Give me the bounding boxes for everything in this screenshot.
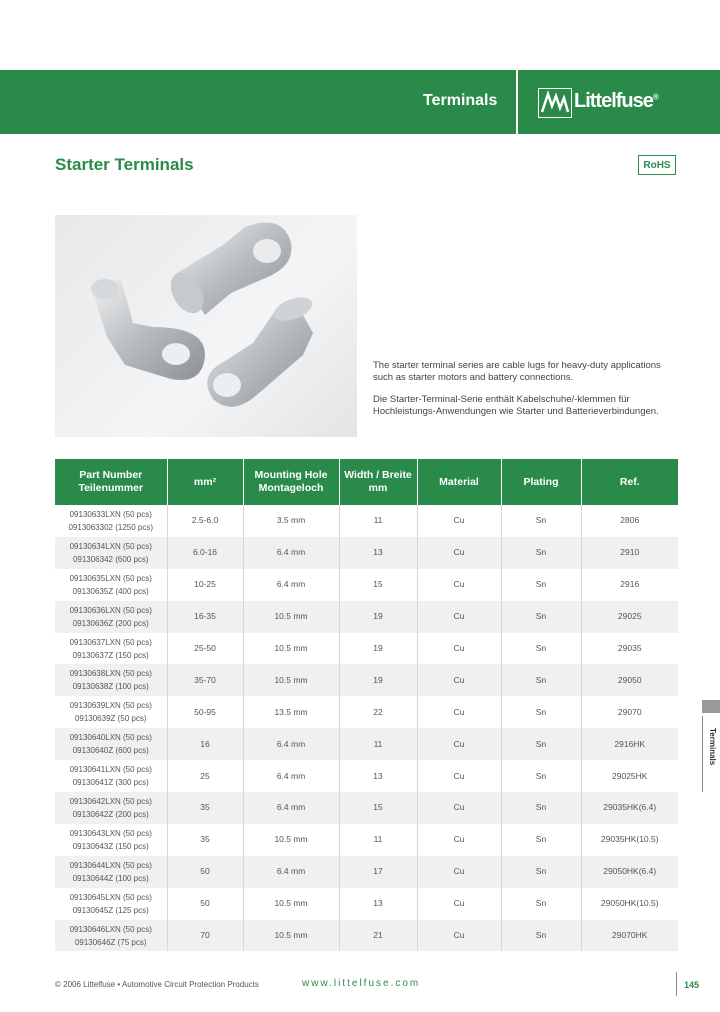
cell-width: 17 — [339, 856, 417, 888]
cell-mounting-hole: 6.4 mm — [243, 728, 339, 760]
product-photo — [55, 215, 357, 437]
cell-ref: 2916 — [620, 579, 640, 590]
cell-cross-section: 10-25 — [167, 569, 243, 601]
cell-material: Cu — [417, 760, 501, 792]
cell-plating: Sn — [501, 792, 581, 824]
table-row — [55, 505, 678, 537]
cell-plating: Sn — [501, 888, 581, 920]
cell-cross-section: 35-70 — [167, 664, 243, 696]
cell-ref: 29035 — [617, 643, 642, 653]
cell-material: Cu — [417, 569, 501, 601]
cell-ref: 2806 — [620, 515, 640, 526]
cell-cross-section: 50 — [167, 888, 243, 920]
table-row — [55, 569, 678, 601]
cell-width: 22 — [339, 696, 417, 728]
footer-url[interactable]: www.littelfuse.com — [302, 978, 421, 989]
col-material: Material — [417, 459, 501, 505]
cell-part-number: 09130642LXN (50 pcs) 09130642Z (200 pcs) — [55, 792, 167, 824]
cell-cross-section: 25-50 — [167, 633, 243, 665]
cell-mounting-hole: 6.4 mm — [243, 569, 339, 601]
cell-material: Cu — [417, 824, 501, 856]
cell-plating: Sn — [501, 728, 581, 760]
cell-material: Cu — [417, 664, 501, 696]
cell-mounting-hole: 10.5 mm — [243, 664, 339, 696]
cell-part-number: 09130637LXN (50 pcs) 09130637Z (150 pcs) — [55, 633, 167, 665]
col-mounting-hole: Mounting Hole Montageloch — [243, 459, 339, 505]
cell-width: 11 — [339, 505, 417, 537]
cell-ref: 29025 — [581, 601, 678, 633]
table-row — [55, 696, 678, 728]
table-row — [55, 920, 678, 952]
cell-ref: 2910 — [581, 537, 678, 569]
cell-width: 21 — [339, 920, 417, 952]
cell-plating: Sn — [501, 537, 581, 569]
cell-width: 11 — [339, 824, 417, 856]
cell-width: 19 — [339, 633, 417, 665]
cell-mounting-hole: 3.5 mm — [243, 505, 339, 537]
cell-material: Cu — [417, 888, 501, 920]
cell-material: Cu — [417, 696, 501, 728]
cell-cross-section: 2.5-6.0 — [167, 505, 243, 537]
col-ref: Ref. — [581, 459, 678, 505]
cell-cross-section: 35 — [167, 824, 243, 856]
cell-material: Cu — [417, 728, 501, 760]
footer-copyright: © 2006 Littelfuse • Automotive Circuit Protection Products — [55, 980, 259, 989]
cell-material: Cu — [417, 633, 501, 665]
cell-ref: 2916HK — [581, 728, 678, 760]
cell-material: Cu — [417, 505, 501, 537]
cell-plating: Sn — [501, 920, 581, 952]
footer-divider — [676, 972, 677, 996]
cell-plating: Sn — [501, 601, 581, 633]
cell-part-number: 09130646LXN (50 pcs) 09130646Z (75 pcs) — [55, 920, 167, 952]
table-row — [55, 760, 678, 792]
cell-width: 13 — [339, 537, 417, 569]
cell-cross-section: 35 — [167, 792, 243, 824]
rohs-badge: RoHS — [638, 155, 676, 175]
cell-part-number: 09130643LXN (50 pcs) 09130643Z (150 pcs) — [55, 824, 167, 856]
table-row — [55, 537, 678, 569]
description-en: The starter terminal series are cable lugs for heavy-duty applications such as starter motors and battery connections. — [373, 360, 661, 383]
cell-width: 13 — [339, 888, 417, 920]
description-de: Die Starter-Terminal-Serie enthält Kabelschuhe/-klemmen für Hochleistungs-Anwendungen wie Starter und Batterieverbindungen. — [373, 394, 659, 417]
cell-ref: 29070HK — [581, 920, 678, 952]
cell-plating: Sn — [501, 696, 581, 728]
page-title: Starter Terminals — [55, 155, 194, 174]
description — [373, 360, 683, 428]
cell-part-number: 09130640LXN (50 pcs) 09130640Z (600 pcs) — [55, 728, 167, 760]
table-row — [55, 888, 678, 920]
cell-mounting-hole: 10.5 mm — [243, 824, 339, 856]
table-row — [55, 601, 678, 633]
cell-ref: 29050HK(10.5) — [600, 898, 659, 909]
table-header-row — [55, 459, 678, 505]
cell-width: 19 — [339, 601, 417, 633]
spec-table — [55, 459, 678, 951]
littelfuse-logo-icon — [538, 88, 572, 118]
cell-part-number: 09130634LXN (50 pcs) 091306342 (600 pcs) — [55, 537, 167, 569]
cell-plating: Sn — [501, 760, 581, 792]
table-row — [55, 856, 678, 888]
cell-plating: Sn — [501, 633, 581, 665]
cell-cross-section: 50-95 — [167, 696, 243, 728]
cell-part-number: 09130636LXN (50 pcs) 09130636Z (200 pcs) — [55, 601, 167, 633]
cell-material: Cu — [417, 856, 501, 888]
cell-ref: 29070 — [617, 706, 642, 717]
section-title: Terminals — [423, 92, 498, 109]
cell-cross-section: 16-35 — [167, 601, 243, 633]
side-tab: Terminals — [702, 716, 720, 792]
cell-plating: Sn — [501, 569, 581, 601]
cell-part-number: 09130633LXN (50 pcs) 0913063302 (1250 pcs) — [55, 505, 167, 537]
cell-mounting-hole: 6.4 mm — [243, 760, 339, 792]
cell-width: 19 — [339, 664, 417, 696]
cell-width: 13 — [339, 760, 417, 792]
cell-mounting-hole: 10.5 mm — [243, 601, 339, 633]
cell-ref: 29025HK — [612, 770, 648, 781]
cell-material: Cu — [417, 601, 501, 633]
cell-cross-section: 50 — [167, 856, 243, 888]
col-cross-section: mm² — [167, 459, 243, 505]
cell-cross-section: 25 — [167, 760, 243, 792]
table-row — [55, 633, 678, 665]
cell-material: Cu — [417, 920, 501, 952]
page-number: 145 — [684, 980, 700, 990]
col-plating: Plating — [501, 459, 581, 505]
cell-mounting-hole: 6.4 mm — [243, 856, 339, 888]
table-row — [55, 728, 678, 760]
cell-part-number: 09130641LXN (50 pcs) 09130641Z (300 pcs) — [55, 760, 167, 792]
cell-material: Cu — [417, 537, 501, 569]
cell-mounting-hole: 10.5 mm — [243, 888, 339, 920]
cell-plating: Sn — [501, 824, 581, 856]
cell-cross-section: 16 — [167, 728, 243, 760]
cell-mounting-hole: 6.4 mm — [243, 792, 339, 824]
brand-name: Littelfuse® — [574, 90, 658, 112]
cell-mounting-hole: 13.5 mm — [243, 696, 339, 728]
cell-cross-section: 6.0-16 — [167, 537, 243, 569]
cell-mounting-hole: 10.5 mm — [243, 633, 339, 665]
cell-mounting-hole: 10.5 mm — [243, 920, 339, 952]
cell-part-number: 09130635LXN (50 pcs) 09130635Z (400 pcs) — [55, 569, 167, 601]
col-part-number: Part Number Teilenummer — [55, 459, 167, 505]
cell-part-number: 09130644LXN (50 pcs) 09130644Z (100 pcs) — [55, 856, 167, 888]
cell-width: 15 — [339, 569, 417, 601]
cell-material: Cu — [417, 792, 501, 824]
cell-mounting-hole: 6.4 mm — [243, 537, 339, 569]
terminal-photo-image — [55, 215, 357, 437]
cell-ref: 29035HK(10.5) — [600, 834, 659, 845]
cell-width: 15 — [339, 792, 417, 824]
cell-part-number: 09130639LXN (50 pcs) 09130639Z (50 pcs) — [55, 696, 167, 728]
banner-divider — [516, 70, 518, 134]
table-row — [55, 792, 678, 824]
table-row — [55, 824, 678, 856]
cell-plating: Sn — [501, 856, 581, 888]
col-width: Width / Breite mm — [339, 459, 417, 505]
cell-cross-section: 70 — [167, 920, 243, 952]
cell-width: 11 — [339, 728, 417, 760]
cell-part-number: 09130638LXN (50 pcs) 09130638Z (100 pcs) — [55, 664, 167, 696]
side-tab-marker — [702, 700, 720, 713]
header-banner — [0, 70, 720, 134]
cell-plating: Sn — [501, 664, 581, 696]
cell-plating: Sn — [501, 505, 581, 537]
cell-ref: 29050 — [581, 664, 678, 696]
cell-ref: 29050HK(6.4) — [581, 856, 678, 888]
table-row — [55, 664, 678, 696]
cell-part-number: 09130645LXN (50 pcs) 09130645Z (125 pcs) — [55, 888, 167, 920]
cell-ref: 29035HK(6.4) — [581, 792, 678, 824]
